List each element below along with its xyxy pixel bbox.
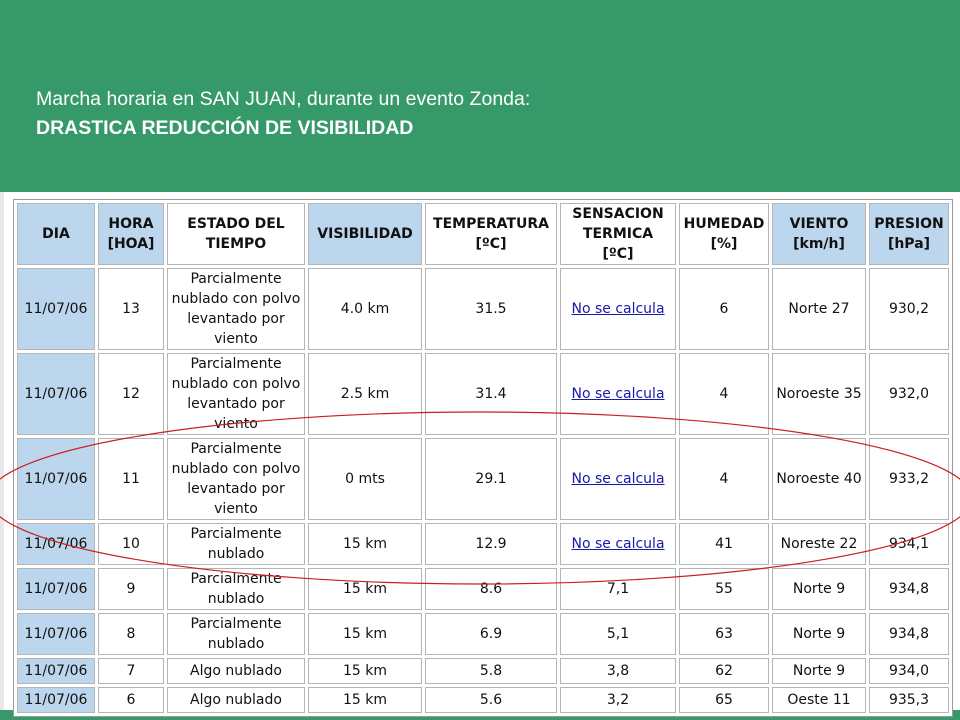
weather-table-container [13, 199, 953, 717]
cell-presion: 933,2 [869, 438, 949, 520]
cell-visibilidad: 0 mts [308, 438, 422, 520]
cell-dia: 11/07/06 [17, 523, 95, 565]
cell-viento: Noroeste 35 [772, 353, 866, 435]
col-header-humedad-label: HUMEDAD [%] [683, 216, 765, 252]
cell-sensacion: 5,1 [560, 613, 676, 655]
no-se-calcula-link[interactable]: No se calcula [571, 301, 665, 317]
table-row [17, 687, 949, 713]
cell-dia: 11/07/06 [17, 568, 95, 610]
no-se-calcula-link[interactable]: No se calcula [571, 471, 665, 487]
col-header-visibilidad-label: VISIBILIDAD [317, 226, 413, 242]
cell-viento: Norte 9 [772, 658, 866, 684]
cell-visibilidad: 4.0 km [308, 268, 422, 350]
cell-humedad: 63 [679, 613, 769, 655]
cell-hora: 13 [98, 268, 164, 350]
col-header-sensacion-label: SENSACION TERMICA [ºC] [572, 206, 664, 262]
cell-dia: 11/07/06 [17, 268, 95, 350]
cell-presion: 935,3 [869, 687, 949, 713]
cell-temperatura: 31.5 [425, 268, 557, 350]
cell-humedad: 6 [679, 268, 769, 350]
cell-sensacion: 3,8 [560, 658, 676, 684]
cell-visibilidad: 15 km [308, 613, 422, 655]
cell-sensacion [560, 438, 676, 520]
cell-dia: 11/07/06 [17, 613, 95, 655]
cell-estado: Parcialmente nublado [167, 613, 305, 655]
col-header-estado-label: ESTADO DEL TIEMPO [187, 216, 285, 252]
cell-visibilidad: 15 km [308, 687, 422, 713]
col-header-visibilidad [308, 203, 422, 265]
cell-presion: 934,0 [869, 658, 949, 684]
col-header-temperatura [425, 203, 557, 265]
cell-estado: Parcialmente nublado con polvo levantado por viento [167, 268, 305, 350]
header-band [0, 0, 960, 192]
slide-subtitle: DRASTICA REDUCCIÓN DE VISIBILIDAD [36, 117, 414, 139]
cell-temperatura: 8.6 [425, 568, 557, 610]
cell-estado: Parcialmente nublado con polvo levantado por viento [167, 353, 305, 435]
cell-humedad: 55 [679, 568, 769, 610]
col-header-presion-label: PRESION [hPa] [874, 216, 944, 252]
cell-temperatura: 12.9 [425, 523, 557, 565]
cell-dia: 11/07/06 [17, 353, 95, 435]
cell-visibilidad: 2.5 km [308, 353, 422, 435]
col-header-hora-label: HORA [HOA] [107, 216, 155, 252]
cell-presion: 934,8 [869, 613, 949, 655]
cell-estado: Parcialmente nublado [167, 523, 305, 565]
cell-humedad: 41 [679, 523, 769, 565]
col-header-sensacion [560, 203, 676, 265]
col-header-estado [167, 203, 305, 265]
col-header-temperatura-label: TEMPERATURA [ºC] [433, 216, 549, 252]
cell-sensacion [560, 353, 676, 435]
cell-estado: Algo nublado [167, 687, 305, 713]
cell-hora: 6 [98, 687, 164, 713]
table-row [17, 438, 949, 520]
cell-visibilidad: 15 km [308, 568, 422, 610]
cell-presion: 934,1 [869, 523, 949, 565]
cell-viento: Noroeste 40 [772, 438, 866, 520]
cell-sensacion: 3,2 [560, 687, 676, 713]
cell-presion: 934,8 [869, 568, 949, 610]
cell-hora: 7 [98, 658, 164, 684]
cell-estado: Parcialmente nublado con polvo levantado por viento [167, 438, 305, 520]
cell-viento: Oeste 11 [772, 687, 866, 713]
cell-hora: 8 [98, 613, 164, 655]
col-header-presion [869, 203, 949, 265]
cell-hora: 12 [98, 353, 164, 435]
cell-temperatura: 5.6 [425, 687, 557, 713]
cell-presion: 932,0 [869, 353, 949, 435]
table-row [17, 658, 949, 684]
cell-viento: Norte 9 [772, 568, 866, 610]
cell-hora: 11 [98, 438, 164, 520]
cell-hora: 10 [98, 523, 164, 565]
cell-sensacion [560, 523, 676, 565]
cell-temperatura: 31.4 [425, 353, 557, 435]
no-se-calcula-link[interactable]: No se calcula [571, 536, 665, 552]
table-row [17, 353, 949, 435]
weather-table [14, 200, 952, 716]
col-header-viento-label: VIENTO [km/h] [789, 216, 849, 252]
cell-hora: 9 [98, 568, 164, 610]
table-row [17, 268, 949, 350]
no-se-calcula-link[interactable]: No se calcula [571, 386, 665, 402]
col-header-dia-label: DIA [42, 226, 70, 242]
cell-humedad: 4 [679, 353, 769, 435]
col-header-humedad [679, 203, 769, 265]
table-row [17, 568, 949, 610]
cell-humedad: 65 [679, 687, 769, 713]
cell-temperatura: 5.8 [425, 658, 557, 684]
cell-visibilidad: 15 km [308, 523, 422, 565]
panel-edge [0, 192, 4, 710]
cell-presion: 930,2 [869, 268, 949, 350]
cell-visibilidad: 15 km [308, 658, 422, 684]
slide-title: Marcha horaria en SAN JUAN, durante un evento Zonda: [36, 88, 531, 110]
cell-sensacion [560, 268, 676, 350]
cell-temperatura: 6.9 [425, 613, 557, 655]
cell-humedad: 4 [679, 438, 769, 520]
table-header-row [17, 203, 949, 265]
table-row [17, 523, 949, 565]
cell-viento: Noreste 22 [772, 523, 866, 565]
cell-estado: Algo nublado [167, 658, 305, 684]
cell-dia: 11/07/06 [17, 658, 95, 684]
cell-viento: Norte 9 [772, 613, 866, 655]
col-header-viento [772, 203, 866, 265]
cell-estado: Parcialmente nublado [167, 568, 305, 610]
cell-humedad: 62 [679, 658, 769, 684]
col-header-hora [98, 203, 164, 265]
cell-dia: 11/07/06 [17, 438, 95, 520]
col-header-dia [17, 203, 95, 265]
cell-dia: 11/07/06 [17, 687, 95, 713]
cell-sensacion: 7,1 [560, 568, 676, 610]
cell-temperatura: 29.1 [425, 438, 557, 520]
cell-viento: Norte 27 [772, 268, 866, 350]
table-row [17, 613, 949, 655]
